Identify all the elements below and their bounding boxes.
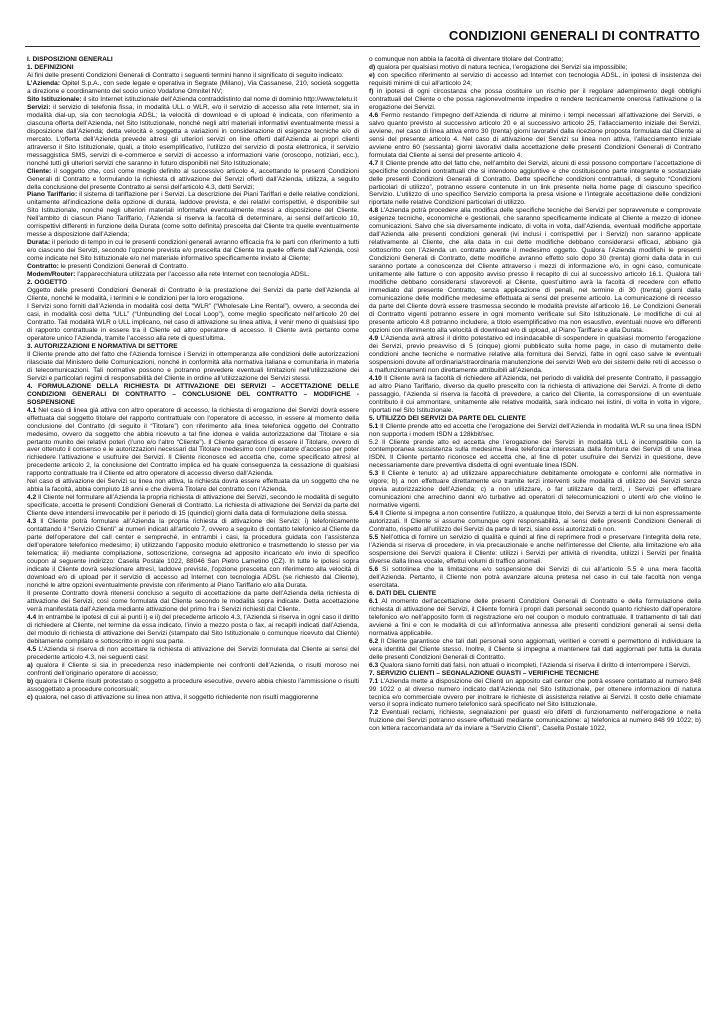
clause-paragraph: [369, 64, 701, 72]
clause-text: Il Cliente è tenuto: a) ad utilizzare apparecchiature debitamente omologate e conformi alle normative in vigore; b) a non effettuare direttamente e/o tramite terzi interventi sulle modalità di utilizzo dei Servizi senza previa autorizzazione dell’Azienda; c) a non utilizzare, o far utilizzare da terzi, i Servizi per effettuare comunicazioni che arrechino danni e/o turbative ad operatori di telecomunicazioni o utenti e/o che violino le normative vigenti.: [369, 470, 701, 510]
section-heading: 4. FORMULAZIONE DELLA RICHIESTA DI ATTIVAZIONE DEI SERVIZI – ACCETTAZIONE DELLE CONDIZIONI GENERALI DI CONTRATTO – CONCLUSIONE DEL CONTRATTO – MODIFICHE - SOSPENSIONE: [27, 382, 359, 406]
clause-paragraph: [27, 678, 359, 694]
clause-text: Il Cliente prende atto del fatto che, nell’ambito dei Servizi, alcuni di essi possono comportare l’accettazione di specifiche condizioni contrattuali che si intendono aggiuntive e che costituiscono parte integrante e sostanziale delle presenti Condizioni Generali di Contratto. Dette specifiche condizioni contrattuali, di seguito “Condizioni particolari di utilizzo”, potranno essere contenute in un link presente nella home page di ciascuno specifico Servizio. L’utilizzo di uno specifico Servizio comporta la presa visione e l’integrale accettazione delle condizioni riportate nelle relative Condizioni particolari di utilizzo.: [369, 159, 701, 207]
clause-text: Il Cliente garantisce che tali dati personali sono aggiornati, veritieri e corretti e permettono di individuare la vera identità del Cliente stesso. Inoltre, il Cliente si impegna a mantenere tali dati aggiornati per tutta la durata delle presenti Condizioni Generali di Contratto.: [369, 637, 701, 661]
clause-label: 4.1: [27, 406, 37, 414]
clause-text: 5.2 Il Cliente prende atto ed accetta che l’erogazione dei Servizi in modalità ULL è incompatibile con la contemporanea sussistenza sulla medesima linea telefonica interessata dalla fornitura dei Servizi di una linea ISDN. Il Cliente pertanto riconosce ed accetta che, al fine di poter usufruire dei Servizi in questione, deve necessariamente dare preventiva disdetta di ogni eventuale linea ISDN.: [369, 438, 701, 470]
clause-paragraph: [27, 239, 359, 263]
clause-paragraph: [369, 72, 701, 88]
clause-label: 4.8: [369, 207, 379, 215]
clause-paragraph: [369, 709, 701, 733]
clause-paragraph: [369, 56, 701, 64]
clause-text: o comunque non abbia la facoltà di diventare titolare del Contratto;: [369, 56, 564, 63]
clause-paragraph: [369, 160, 701, 208]
clause-text: Il Cliente nel formulare all’Azienda la propria richiesta di attivazione dei Servizi, secondo le modalità di seguito specificate, accetta le presenti Condizioni Generali di Contratto. La richiesta di attivazione dei Servizi da parte del Cliente deve intendersi irrevocabile per il periodo di 15 (quindici) giorni dalla data di formulazione della stessa.: [27, 494, 359, 518]
clause-text: il periodo di tempo in cui le presenti condizioni generali avranno efficacia fra le parti con riferimento a tutti e/o ciascuno dei Servizi, secondo l’opzione prevista e/o prescelta dal Cliente tra quelle offerte dall’Azienda, così come indicate nel Sito Istituzionale e/o nel materiale informativo specificamente inviato al Cliente;: [27, 239, 359, 263]
clause-label: 6.2: [369, 637, 379, 645]
clause-label: 5.4: [369, 510, 379, 518]
clause-label: 4.5: [27, 645, 37, 653]
clause-paragraph: [27, 104, 359, 168]
clause-text: Eventuali reclami, richieste, segnalazioni per guasti e/o difetti di funzionamento nell’erogazione e nella fruizione dei Servizi potranno essere effettuati mediante comunicazione: a) telefonica al numero 848 99 1022; b) con lettera raccomandata a/r da inviare a “Servizio Clienti”, Casella Postale 1022,: [369, 709, 701, 733]
section-heading: 7. SERVIZIO CLIENTI – SEGNALAZIONE GUASTI – VERIFICHE TECNICHE: [369, 669, 599, 677]
clause-label: a): [27, 661, 33, 669]
clause-text: Nel caso di attivazione dei Servizi su linea non attiva, la richiesta dovrà essere effettuata da un soggetto che ne abbia la facoltà, abbia compiuto 18 anni e che diverrà Titolare del contratto con l’Azienda.: [27, 478, 359, 494]
clause-paragraph: [27, 80, 359, 96]
clause-text: con specifico riferimento al servizio di accesso ad Internet con tecnologia ADSL, in ipotesi di insistenza dei requisiti minimi di cui all’articolo 24;: [369, 71, 701, 87]
clause-text: qualora il Cliente si sia in precedenza reso inadempiente nei confronti dell’Azienda, o risulti moroso nei confronti dell’originario operatore di accesso;: [27, 661, 359, 677]
clause-label: 5.6: [369, 566, 379, 573]
clause-text: qualora, nel caso di attivazione su linea non attiva, il soggetto richiedente non risulti maggiorenne: [32, 693, 319, 701]
clause-text: Oggetto delle presenti Condizioni Generali di Contratto è la prestazione dei Servizi da parte dell’Azienda al Cliente, nonché le modalità, i termini e le condizioni per la loro erogazione.: [27, 287, 359, 303]
title-divider: [25, 46, 700, 47]
clause-text: il sito Internet istituzionale dell’Azienda contraddistinto dal nome di dominio http://www.teletu.it: [81, 95, 358, 103]
clause-label: 5.1: [369, 422, 379, 430]
clause-paragraph: [27, 478, 359, 494]
clause-text: L’Azienda avrà altresì il diritto potestativo ed insindacabile di sospendere in qualsiasi momento l’erogazione dei Servizi, previo preavviso di 5 (cinque) giorni pubblicato sulla home page, in caso di mutamento delle condizioni anche tecniche e normative relative alla fornitura dei Servizi, fatte in ogni caso salve le eventuali sospensioni dovute all’ordinaria/straordinaria manutenzione dei servizi Web e/o dei sistemi delle reti di accesso o a malfunzionamenti non direttamente attribuibili all’Azienda.: [369, 334, 701, 374]
clause-text: l’apparecchiatura utilizzata per l’accesso alla rete Internet con tecnologia ADSL.: [75, 271, 310, 279]
clause-text: le presenti Condizioni Generali di Contratto.: [58, 263, 189, 271]
clause-label: Piano Tariffario:: [27, 191, 78, 199]
clause-label: Servizi:: [27, 103, 51, 111]
clause-label: 4.10: [369, 374, 382, 382]
clause-paragraph: [27, 590, 359, 614]
clause-text: L’Azienda mette a disposizione dei Clienti un apposito call center che potrà essere contattato al numero 848 99 1022 o al diverso numero indicato dall’Azienda nel Sito Istituzionale, per ottenere informazioni di natura tecnica e/o commerciale ovvero per inoltrare le richieste di assistenza relative ai Servizi. Il costo delle chiamate verso il sopra indicato numero telefonico sarà specificato nel Sito Istituzionale.: [369, 677, 701, 709]
clause-label: 4.4: [27, 613, 37, 621]
clause-paragraph: [369, 662, 701, 670]
clause-text: L’Azienda potrà procedere alla modifica delle specifiche tecniche dei Servizi per sopravvenute e comprovate esigenze tecniche, economiche e gestionali, che saranno specificamente indicate al Cliente a mezzo di idonee comunicazioni. Salvo che sia diversamente indicato, di volta in volta, dall’Azienda, eventuali modifiche apportate dall’Azienda alle presenti condizioni generali (ivi inclusi i corrispettivi per i Servizi) non saranno applicate relativamente al Cliente, che alla data in cui dette modifiche debbano considerarsi efficaci, abbiano già sottoscritto con l’Azienda un contratto avente il medesimo oggetto. Qualora l’Azienda modifichi le presenti Condizioni Generali di Contratto, dette modifiche avranno effetto solo dopo 30 (trenta) giorni dalla data in cui saranno portate a conoscenza del Cliente attraverso i mezzi di informazione e/o, in ogni caso, comunicate unitamente alle fatture o con apposito avviso presso il recapito di cui al successivo articolo 16.1. Qualora tali modifiche debbano considerarsi sfavorevoli al Cliente, quest’ultimo avrà la facoltà di recedere con effetto immediato dal presente Contratto, senza applicazione di penali, nel termine di 30 (trenta) giorni dalla comunicazione delle modifiche medesime effettuata ai sensi del presente articolo. La comunicazione di recesso da parte del Cliente dovrà essere trasmessa secondo le modalità previste all’articolo 16. Le Condizioni Generali di Contratto vigenti potranno essere in ogni momento verificate sul Sito Istituzionale. Le modifiche di cui al presente articolo 4.8 potranno includere, a titolo esemplificativo ma non esaustivo, eventuali nuove e/o differenti opzioni con riferimento alla velocità di download e/o di upload, al Piano Tariffario e alla Durata.: [369, 207, 701, 334]
clause-label: Cliente:: [27, 167, 52, 175]
clause-text: Opitel S.p.A., con sede legale e operativa in Segrate (Milano), Via Cassanese, 210, società soggetta a direzione e coordinamento del socio unico Vodafone Omnitel NV;: [27, 79, 359, 95]
clause-label: 6.3: [369, 661, 379, 669]
clause-paragraph: [27, 263, 359, 271]
section-heading: 2. OGGETTO: [27, 279, 68, 287]
clause-label: e): [369, 71, 375, 79]
clause-label: Durata:: [27, 239, 51, 247]
clause-paragraph: [369, 207, 701, 335]
clause-paragraph: [27, 518, 359, 590]
clause-paragraph: [369, 638, 701, 662]
clause-label: 5.5: [369, 534, 379, 542]
clause-paragraph: [27, 494, 359, 518]
clause-label: Sito Istituzionale:: [27, 95, 82, 103]
clause-label: 4.9: [369, 334, 379, 342]
clause-label: 7.2: [369, 709, 379, 717]
clause-text: Il presente Contratto dovrà ritenersi concluso a seguito di accettazione da parte dell’Azienda della richiesta di attivazione dei Servizi, così come formulata dal Cliente secondo le modalità sopra indicate. Detta accettazione verrà manifestata dall’Azienda mediante attivazione del primo fra i Servizi richiesti dal Cliente.: [27, 589, 359, 613]
clause-paragraph: [27, 271, 359, 279]
clause-paragraph: [369, 534, 701, 566]
clause-paragraph: [27, 614, 359, 646]
clause-paragraph: [27, 287, 359, 303]
clause-label: d): [369, 63, 376, 71]
clause-paragraph: [27, 694, 359, 702]
clause-paragraph: [27, 351, 359, 383]
clause-text: Il Cliente avrà la facoltà di richiedere all’Azienda, nel periodo di validità del presente Contratto, il passaggio ad altro Piano Tariffario, diverso da quello prescelto con la richiesta di attivazione dei Servizi. A fronte di detto passaggio, l’Azienda si riserva la facoltà di prevedere, a carico del Cliente, la corresponsione di un eventuale contributo il cui ammontare, unitamente alle relative modalità, sarà indicato nei listini, di volta in volta in vigore, riportati nel Sito Istituzionale.: [369, 374, 701, 414]
clause-text: qualora il Cliente risulti protestato o soggetto a procedure esecutive, ovvero abbia chiesto l’ammissione o risulti assoggettato a procedure concorsuali;: [27, 677, 359, 693]
clause-paragraph: [369, 335, 701, 375]
clause-paragraph: [369, 375, 701, 415]
clause-text: Il Cliente prende atto del fatto che l’Azienda fornisce i Servizi in ottemperanza alle condizioni delle autorizzazioni rilasciate dal Ministero delle Comunicazioni, nonché in conformità alla normativa italiana e comunitaria in materia di telecomunicazioni. Tali normative possono e potranno prevedere eventuali limitazioni nell’utilizzazione dei Servizi e particolari regimi di responsabilità del Cliente in ordine all’utilizzazione dei Servizi stessi.: [27, 350, 359, 382]
section-heading: 3. AUTORIZZAZIONI E NORMATIVA DI SETTORE: [27, 342, 178, 350]
clause-paragraph: [27, 168, 359, 192]
clause-label: Contratto:: [27, 263, 59, 271]
clause-paragraph: [369, 88, 701, 112]
clause-text: In entrambe le ipotesi di cui ai punti i) e ii) del precedente articolo 4.3, l’Azienda si riserva in ogni caso il diritto di richiedere al Cliente, nel termine da essa indicato, l’invio a mezzo posta o fax, ai recapiti indicati dall’Azienda, del modulo di richiesta di attivazione dei Servizi (stampato dal Sito Istituzionale o comunque ricevuto dal Cliente) debitamente compilato e sottoscritto in ogni sua parte.: [27, 613, 359, 645]
clause-text: Si sottolinea che la limitazione e/o sospensione dei Servizi di cui all’articolo 5.5 è una mera facoltà dell’Azienda. Pertanto, il Cliente non potrà avanzare alcuna pretesa nel caso in cui tale facoltà non venga esercitata.: [369, 566, 701, 589]
left-column: [27, 56, 359, 1018]
clause-paragraph: [27, 407, 359, 479]
clause-paragraph: [27, 191, 359, 239]
clause-label: c): [27, 693, 33, 701]
clause-label: 7.1: [369, 677, 379, 685]
clause-text: qualora per qualsiasi motivo di natura tecnica, l’erogazione dei Servizi sia impossibile;: [375, 63, 628, 71]
clause-text: Il Cliente potrà formulare all’Azienda la propria richiesta di attivazione dei Servizi: i) telefonicamente contattando il “Servizio Clienti” ai numeri indicati all’articolo 7, ovvero a seguito di contatto telefonico al Cliente da parte dell’operatore del call center e sempreché, in entrambi i casi, la procedura guidata con l’assistenza dell’operatore telefonico medesimo; ii) utilizzando l’apposito modulo elettronico e trasmettendo lo stesso per via telematica; iii) mediante compilazione, sottoscrizione, consegna ad apposito incaricato e/o invio di specifico coupon al seguente indirizzo: Casella Postale 1022, 88046 San Pietro Lametino (CZ). In tutte le ipotesi sopra indicate il Cliente dovrà selezionare altresì, laddove previste, l’opzione prescelta con riferimento alla velocità di download e/o di upload per il servizio di accesso ad Internet con tecnologia ADSL (se richiesto dal Cliente), nonché le altre opzioni eventualmente previste con riferimento al Piano Tariffario e/o alla Durata.: [27, 518, 359, 589]
clause-paragraph: [27, 662, 359, 678]
clause-paragraph: [369, 423, 701, 439]
clause-label: 4.6: [369, 111, 379, 119]
section-heading: 1. DEFINIZIONI: [27, 63, 74, 71]
clause-paragraph: [369, 566, 701, 590]
clause-label: L’Azienda:: [27, 79, 60, 87]
clause-text: Il Cliente prende atto ed accetta che l’erogazione dei Servizi dell’Azienda in modalità WLR su una linea ISDN non supporta i modem ISDN a 128kbit/sec.: [369, 422, 701, 438]
clause-paragraph: [27, 96, 359, 104]
clause-text: I Servizi sono forniti dall’Azienda in modalità così detta “WLR” (“Wholesale Line Rental”), ovvero, a seconda dei casi, in modalità così detta “ULL” (“Unbundling del Local Loop”), come meglio specificato nell’articolo 20 del Contratto. Tali modalità WLR o ULL implicano, nel caso di attivazione su linea attiva, il venir meno di qualsiasi tipo di rapporto contrattuale in essere tra il Cliente ed altro operatore di accesso. Il Cliente avrà pertanto come operatore unico l’Azienda, tramite l’accesso alla rete di quest’ultima.: [27, 303, 359, 342]
clause-label: 6.1: [369, 597, 379, 605]
clause-paragraph: [369, 510, 701, 534]
clause-text: L’Azienda si riserva di non accettare la richiesta di attivazione dei Servizi formulata dal Cliente ai sensi del precedente articolo 4.3, nei seguenti casi:: [27, 645, 359, 661]
section-heading: I. DISPOSIZIONI GENERALI: [27, 56, 113, 63]
clause-text: Ai fini delle presenti Condizioni Generali di Contratto i seguenti termini hanno il significato di seguito indicato:: [27, 71, 344, 79]
right-column: [369, 56, 701, 1018]
clause-label: 4.3: [27, 518, 37, 526]
clause-label: Modem/Router:: [27, 271, 76, 279]
clause-paragraph: [369, 598, 701, 638]
clause-text: Nell’ottica di fornire un servizio di qualità e quindi al fine di reprimere frodi e preservare l’integrità della rete, l’Azienda si riserva di procedere, in via precauzionale e anche nell’interesse del Cliente, alla limitazione e/o alla sospensione dei Servizi qualora il Cliente: utilizzi i Servizi per attività di rivendita, utilizzi i Servizi per finalità diverse dalla linea vocale, effettui volumi di traffico anomali.: [369, 534, 701, 566]
clause-text: Qualora siano forniti dati falsi, non attuali o incompleti, l’Azienda si riserva il diritto di interrompere i Servizi.: [378, 661, 691, 669]
clause-label: 4.7: [369, 159, 379, 167]
clause-text: il soggetto che, così come meglio definito al successivo articolo 4, accettando le presenti Condizioni Generali di Contratto e formulando la richiesta di attivazione dei Servizi offerti dall’Azienda, utilizza, a seguito della conclusione del presente Contratto ai sensi dell’articolo 4.3, detti Servizi;: [27, 167, 359, 191]
clause-paragraph: [27, 72, 359, 80]
page-title: CONDIZIONI GENERALI DI CONTRATTO: [448, 28, 700, 43]
clause-text: Il Cliente si impegna a non consentire l’utilizzo, a qualunque titolo, dei Servizi a terzi di lui non espressamente autorizzati. Il Cliente si assume comunque ogni responsabilità, ai sensi delle presenti Condizioni Generali di Contratto, rispetto all’utilizzo dei Servizi da parte di terzi, siano essi autorizzati o non.: [369, 510, 701, 534]
clause-paragraph: [369, 439, 701, 471]
clause-text: in ipotesi di ogni circostanza che possa costituire un rischio per il regolare adempimento degli obblighi contrattuali del Cliente o che possa ragionevolmente impedire o rendere tecnicamente onerosa l’attivazione o la erogazione dei Servizi.: [369, 87, 701, 111]
clause-paragraph: [369, 112, 701, 160]
clause-label: f): [369, 87, 374, 95]
clause-label: 4.2: [27, 494, 37, 502]
clause-text: il servizio di telefonia fissa, in modalità ULL o WLR, e/o il servizio di accesso alla rete Internet, sia in modalità dial-up, sia con tecnologia ADSL; la velocità di download e di upload è indicata, con riferimento a ciascuna offerta dell’Azienda, nel Sito Istituzionale, nonché negli altri materiali informativi eventualmente messi a disposizione dall’Azienda; detta velocità è soggetta a variazioni in considerazione di esigenze tecniche e/o di mercato. L’offerta dell’Azienda prevede altresì gli ulteriori servizi on line offerti dall’Azienda ai propri clienti attraverso il Sito Istituzionale, quali, a titolo esemplificativo, l’utilizzo del servizio di posta elettronica, il servizio messaggistica SMS, servizi di e-commerce e servizi di accesso a informazioni varie (oroscopo, notiziari, ecc.), nonché tutti gli ulteriori servizi che saranno in futuro disponibili nel Sito Istituzionale;: [27, 103, 359, 167]
clause-text: Al momento dell’accettazione delle presenti Condizioni Generali di Contratto e della formulazione della richiesta di attivazione dei Servizi, il Cliente fornirà i propri dati personali secondo quanto richiesto dall’operatore telefonico e/o nell’apposito form di registrazione e/o nel coupon o modulo contrattuale. Il trattamento di tali dati avviene a fini e con le modalità di cui all’informativa annessa alle presenti condizioni generali ai sensi della normativa applicabile.: [369, 597, 701, 637]
clause-text: Nel caso di linea già attiva con altro operatore di accesso, la richiesta di erogazione dei Servizi dovrà essere effettuata dal soggetto titolare del rapporto contrattuale con l’operatore di accesso, in essere al momento della conclusione del Contratto (di seguito il “Titolare”) con riferimento alla linea telefonica oggetto del Contratto medesimo, ovvero da soggetto che abbia ricevuto a tal fine idonea e valida autorizzazione dal Titolare e sia pertanto munito dei relativi poteri (l’uno e/o l’altro “Cliente”). Il Cliente garantisce di essere il Titolare, ovvero di aver ottenuto il consenso e le autorizzazioni necessari dal Titolare medesimo con l’operatore d’accesso per poter richiedere l’attivazione e usufruire dei Servizi. Il Cliente riconosce ed accetta che, come specificato altresì al precedente articolo 2, la conclusione del Contratto implica ed ha quale conseguenza la cessazione di qualsiasi rapporto contrattuale tra il Cliente ed altro operatore di accesso diverso dall’Azienda.: [27, 406, 359, 478]
clause-paragraph: [369, 678, 701, 710]
clause-text: Fermo restando l’impegno dell’Azienda di ridurre al minimo i tempi necessari all’attivazione dei Servizi, e salvo quanto previsto al successivo articolo 20 e al successivo articolo 25, l’allacciamento iniziale dei Servizi, avviene, nel caso di linea attiva entro 30 (trenta) giorni lavorativi dalla ricezione proposta formulata dal Cliente ai sensi del presente articolo 4. Nel caso di attivazione dei Servizi su linea non attiva, l’allacciamento iniziale avviene entro 60 (sessanta) giorni lavorativi dalla accettazione delle presenti Condizioni Generali di Contratto formulata dal Cliente ai sensi del presente articolo 4.: [369, 111, 701, 159]
section-heading: 6. DATI DEL CLIENTE: [369, 589, 437, 597]
clause-label: b): [27, 677, 34, 685]
clause-paragraph: [27, 303, 359, 343]
clause-paragraph: [27, 646, 359, 662]
section-heading: 5. UTILIZZO DEI SERVIZI DA PARTE DEL CLIENTE: [369, 414, 526, 422]
clause-paragraph: [369, 470, 701, 510]
clause-text: il sistema di tariffazione per i Servizi. La descrizione dei Piani Tariffari e delle relative condizioni, unitamente all’indicazione della opzione di durata, laddove prevista, e dei relativi corrispettivi, è disponibile sul Sito Istituzionale, nonché negli ulteriori materiali informativi eventualmente messi a disposizione del Cliente. Nell’ambito di ciascun Piano Tariffario, l’Azienda si riserva la facoltà di determinare, ai sensi dell’articolo 10, corrispettivi differenti in funzione della Durata (come sotto definita) prescelta dal Cliente tra quelle eventualmente messe a disposizione dall’Azienda;: [27, 191, 359, 239]
clause-label: 5.3: [369, 470, 379, 478]
